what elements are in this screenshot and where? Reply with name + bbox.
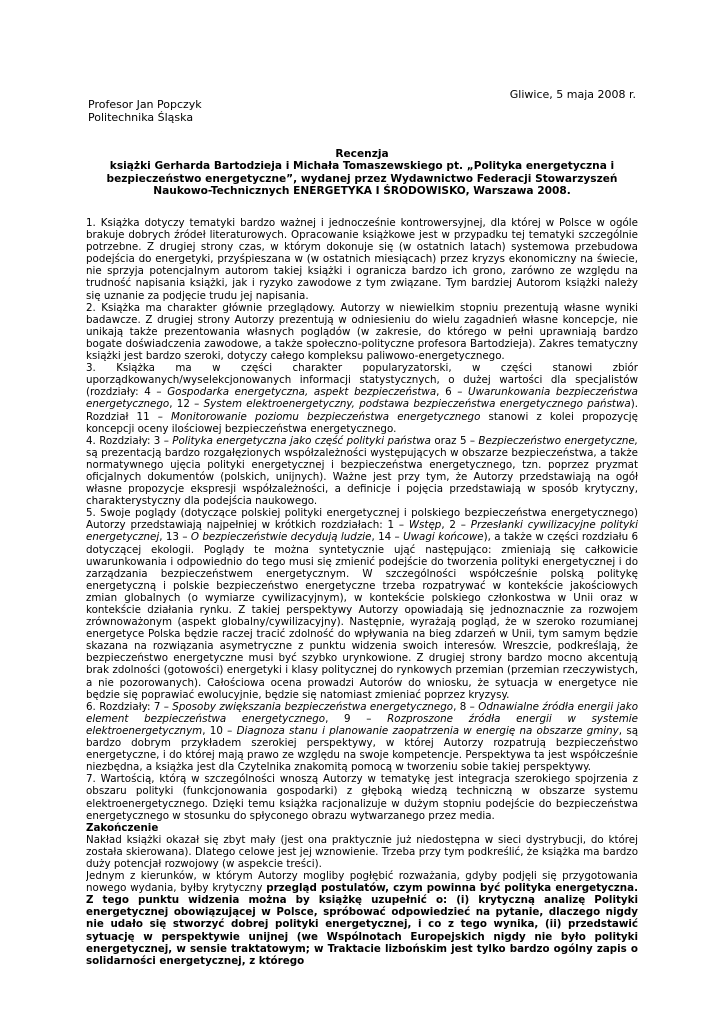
text-run: 6. Rozdziały: 7 – — [86, 700, 173, 713]
text-run: , 14 – — [371, 531, 404, 544]
recipient-organization: Politechnika Śląska — [88, 110, 194, 124]
letter-date: Gliwice, 5 maja 2008 r. — [509, 88, 636, 101]
paragraph-3 — [86, 362, 638, 435]
chapter-title: Odnawialne źródła energii jako element bezpieczeństwa energetycznego — [86, 700, 638, 725]
recipient-name: Profesor Jan Popczyk — [88, 98, 202, 111]
text-run: ). Rozdział 11 – — [86, 398, 638, 423]
paragraph-5 — [86, 507, 638, 701]
chapter-title: Polityka energetyczna jako część polityki państwa — [172, 434, 431, 447]
chapter-title: Wstęp — [408, 519, 442, 532]
chapter-title: Monitorowanie poziomu bezpieczeństwa energetycznego — [170, 410, 481, 423]
text-run: , 10 – — [202, 724, 237, 737]
heading-subtitle: książki Gerharda Bartodzieja i Michała Tomaszewskiego pt. „Polityka energetyczna i bezpieczeństwo energetyczne”, wydanej przez Wydawnictwo Federacji Stowarzyszeń Naukowo-Technicznych ENERGETYKA I ŚRODOWISKO, Warszawa 2008. — [106, 160, 618, 198]
heading-title: Recenzja — [335, 148, 389, 160]
emphasized-text: przegląd postulatów, czym powinna być polityka energetyczna. Z tego punktu widzenia można by książkę uzupełnić o: (i) krytyczną analizę Polityki energetycznej obowiązującej w Polsce, spróbować odpowiedzieć na pytanie, dlaczego nigdy nie udało się stworzyć dobrej polityki energetycznej, i co z tego wynika, (ii) przedstawić sytuację w perspektywie unijnej (we Wspólnotach Europejskich nigdy nie było polityki energetycznej, w sensie traktatowym; w Traktacie lizbońskim jest tylko bardzo ogólny zapis o solidarności energetycznej, z którego — [86, 882, 638, 967]
chapter-title: Gospodarka energetyczna, aspekt bezpieczeństwa — [167, 386, 437, 399]
text-run: , 12 – — [169, 398, 204, 411]
chapter-title: Sposoby zwiększania bezpieczeństwa energetycznego — [172, 700, 454, 713]
paragraph-1: 1. Książka dotyczy tematyki bardzo ważnej i jednocześnie kontrowersyjnej, dla której w Polsce w ogóle brakuje dobrych źródeł literaturowych. Opracowanie książkowe jest w przypadku tej tematyki szczególnie potrzebne. Z drugiej strony czas, w którym dokonuje się (w ostatnich latach) systemowa przebudowa podejścia do energetyki, przyśpieszana w (w ostatnich miesiącach) przez kryzys ekonomiczny na świecie, nie sprzyja potencjalnym autorom takiej książki i ogranicza bardzo ich grono, zarówno ze względu na trudność napisania książki, jak i ryzyko zawodowe z tym związane. Tym bardziej Autorom książki należy się uznanie za podjęcie trudu jej napisania. — [86, 217, 638, 302]
text-run: 4. Rozdziały: 3 – — [86, 434, 173, 447]
chapter-title: System elektroenergetyczny, podstawa bezpieczeństwa energetycznego państwa — [203, 398, 631, 411]
review-body — [86, 217, 638, 1017]
recipient-block — [88, 99, 202, 124]
text-run: , 2 – — [441, 519, 471, 532]
text-run: , 9 – — [325, 712, 388, 725]
conclusion-paragraph-2 — [86, 870, 638, 967]
chapter-title: O bezpieczeństwie decydują ludzie — [190, 531, 372, 544]
text-run: stanowi z kolei propozycję koncepcji oceny ilościowej bezpieczeństwa energetycznego. — [86, 410, 638, 435]
review-heading — [80, 148, 644, 198]
paragraph-6 — [86, 701, 638, 774]
conclusion-paragraph-1: Nakład książki okazał się zbyt mały (jest ona praktycznie już niedostępna w sieci dystrybucji, do której została skierowana). Dlatego celowe jest jej wznowienie. Trzeba przy tym podkreślić, że książka ma bardzo duży potencjał rozwojowy (w aspekcie treści). — [86, 833, 638, 870]
chapter-title: Diagnoza stanu i planowanie zaopatrzenia w energię na obszarze gminy — [236, 724, 619, 737]
text-run: , 13 – — [159, 531, 191, 544]
paragraph-4 — [86, 435, 638, 508]
chapter-title: Bezpieczeństwo energetyczne, — [478, 434, 638, 447]
paragraph-2: 2. Książka ma charakter głównie przeglądowy. Autorzy w niewielkim stopniu prezentują własne wyniki badawcze. Z drugiej strony Autorzy prezentują w odniesieniu do wielu zagadnień własne koncepcje, nie unikają także prezentowania własnych poglądów (w zakresie, do którego w pełni uprawniają bardzo bogate doświadczenia zawodowe, a także społeczno-polityczne profesora Bartodzieja). Zakres tematyczny książki jest bardzo szeroki, dotyczy całego kompleksu paliwowo-energetycznego. — [86, 301, 638, 363]
text-run: oraz 5 – — [430, 434, 479, 447]
chapter-title: Uwarunkowania bezpieczeństwa energetycznego — [86, 386, 638, 411]
text-run: , 6 – — [436, 386, 469, 399]
text-run: 5. Swoje poglądy (dotyczące polskiej polityki energetycznej i polskiego bezpieczeństwa energetycznego) Autorzy przedstawiają najpełniej w krótkich rozdziałach: 1 – — [86, 507, 638, 532]
section-title-conclusion: Zakończenie — [86, 821, 159, 834]
chapter-title: Przesłanki cywilizacyjne polityki energetycznej — [86, 519, 638, 544]
text-run: ), a także w części rozdziału 6 dotyczącej ekologii. Poglądy te można syntetycznie ująć następująco: zmieniają się całkowicie uwarunkowania i odpowiednio do tego musi się zmienić podejście do tworzenia polityki energetycznej i do zarządzania bezpieczeństwem energetycznym. W szczególności współcześnie polską politykę energetyczną i polskie bezpieczeństwo energetyczne trzeba rozpatrywać w kontekście jakościowych zmian globalnych (o wymiarze cywilizacyjnym), w kontekście polskiego członkostwa w Unii oraz w kontekście działania rynku. Z takiej perspektywy Autorzy opowiadają się jednoznacznie za rozwojem zrównoważonym (aspekt globalny/cywilizacyjny). Następnie, wyrażają pogląd, że w szeroko rozumianej energetyce Polska będzie raczej tracić zdolność do wpływania na bieg zdarzeń w Unii, tym samym będzie skazana na rozwiązania asymetryczne z punktu widzenia swoich interesów. Wreszcie, podkreślają, że bezpieczeństwo energetyczne musi być szybko urynkowione. Z drugiej strony bardzo mocno akcentują brak zdolności (gotowości) energetyki i klasy politycznej do rynkowych przemian (przemian rzeczywistych, a nie pozorowanych). Całościowa ocena prowadzi Autorów do wniosku, że sytuacja w energetyce nie będzie się poprawiać ewolucyjnie, będzie się natomiast zmieniać poprzez kryzysy. — [86, 531, 638, 701]
chapter-title: Rozproszone źródła energii w systemie elektroenergetycznym — [86, 712, 638, 737]
text-run: są prezentacją bardzo rozgałęzionych współzależności występujących w obszarze bezpieczeństwa, a także normatywnego ujęcia polityki energetycznej i bezpieczeństwa energetycznego, tzn. poprzez pryzmat oficjalnych dokumentów (polskich, unijnych). Ważne jest przy tym, że Autorzy przedstawiają na ogół własne propozycje ekspresji współzależności, a definicje i pojęcia przedstawiają w sposób krytyczny, charakterystyczny dla podejścia naukowego. — [86, 446, 638, 508]
chapter-title: Uwagi końcowe — [403, 531, 484, 544]
text-run: Jednym z kierunków, w którym Autorzy mogliby pogłębić rozważania, gdyby podjęli się przygotowania nowego wydania, byłby krytyczny — [86, 870, 638, 895]
paragraph-7: 7. Wartością, którą w szczególności wnoszą Autorzy w tematykę jest integracja szerokiego spojrzenia z obszaru polityki (funkcjonowania gospodarki) z głęboką wiedzą techniczną w obszarze systemu elektroenergetycznego. Dzięki temu książka racjonalizuje w dużym stopniu podejście do bezpieczeństwa energetycznego w stosunku do spłyconego obrazu wytwarzanego przez media. — [86, 773, 638, 822]
text-run: , są bardzo dobrym przykładem szerokiej perspektywy, w której Autorzy rozpatrują bezpieczeństwo energetyczne, i do której mają prawo ze względu na swoje kompetencje. Perspektywa ta jest współcześnie niezbędna, a książka jest dla Czytelnika znakomitą pomocą w tworzeniu sobie takiej perspektywy. — [86, 724, 638, 774]
text-run: 3. Książka ma w części charakter popularyzatorski, w części stanowi zbiór uporządkowanych/wyselekcjonowanych informacji statystycznych, o dużej wartości dla specjalistów (rozdziały: 4 – — [86, 362, 638, 399]
text-run: , 8 – — [453, 700, 479, 713]
